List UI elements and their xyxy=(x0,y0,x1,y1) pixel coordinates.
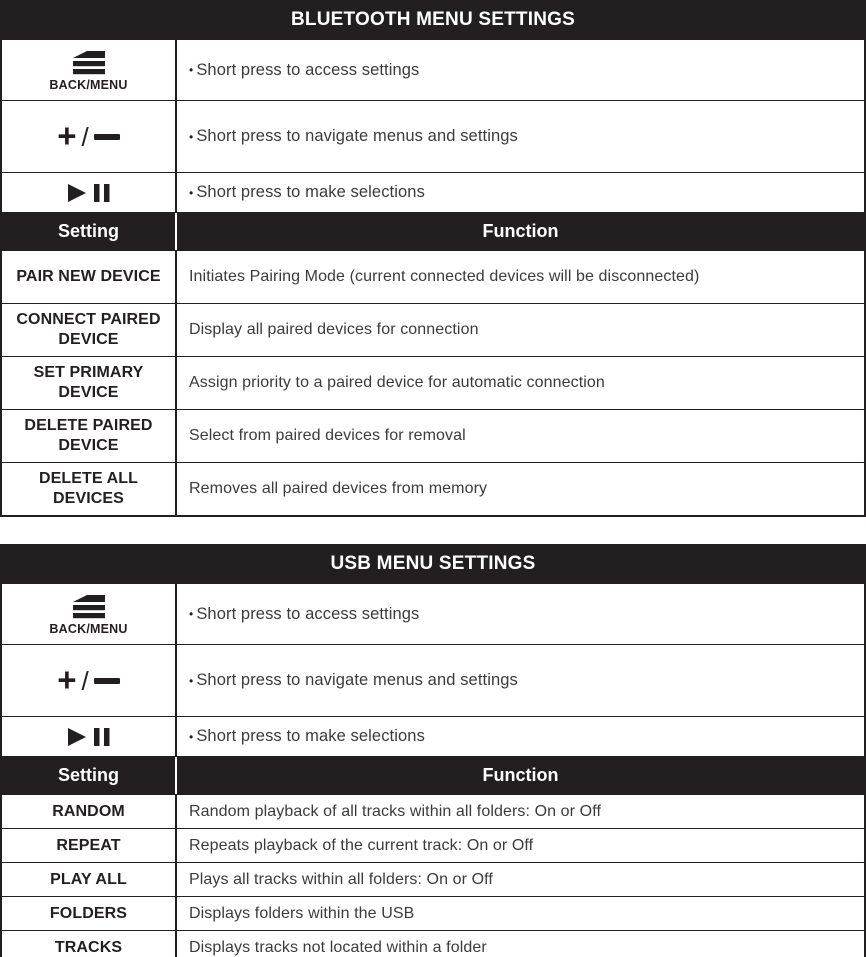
bluetooth-column-header xyxy=(2,212,864,250)
button-icon-cell xyxy=(2,584,177,644)
button-description-cell xyxy=(177,717,864,756)
setting-function-cell xyxy=(177,931,864,957)
setting-function-cell xyxy=(177,251,864,303)
function-text: Removes all paired devices from memory xyxy=(189,480,488,497)
setting-label: TRACKS xyxy=(54,938,123,956)
function-text: Display all paired devices for connection xyxy=(189,321,479,338)
play-pause-icon xyxy=(62,182,116,204)
button-icon-cell xyxy=(2,40,177,100)
function-text: Random playback of all tracks within all folders: On or Off xyxy=(189,802,602,820)
plus-icon: + xyxy=(57,117,77,154)
bullet-dot-icon: • xyxy=(189,185,194,200)
function-text: Displays folders within the USB xyxy=(189,904,415,922)
function-text: Assign priority to a paired device for automatic connection xyxy=(189,374,605,391)
setting-name-cell xyxy=(2,829,177,862)
table-row xyxy=(2,356,864,409)
button-description-cell xyxy=(177,101,864,172)
setting-function-cell xyxy=(177,863,864,896)
setting-function-cell xyxy=(177,463,864,515)
setting-label: CONNECT PAIRED DEVICE xyxy=(16,311,161,348)
button-icon-cell xyxy=(2,173,177,212)
function-text: Displays tracks not located within a folder xyxy=(189,938,487,956)
table-row xyxy=(2,409,864,462)
bullet-line xyxy=(189,671,518,690)
setting-function-cell xyxy=(177,897,864,930)
button-description-cell xyxy=(177,645,864,716)
bullet-label: Short press to make selections xyxy=(196,727,425,745)
setting-function-cell xyxy=(177,410,864,462)
slash-separator: / xyxy=(81,121,89,152)
setting-label: PLAY ALL xyxy=(50,870,127,888)
column-header-function: Function xyxy=(482,221,559,241)
bullet-line xyxy=(189,727,425,746)
usb-table-title: USB MENU SETTINGS xyxy=(2,544,864,584)
plus-minus-icon xyxy=(57,117,120,154)
setting-function-cell xyxy=(177,357,864,409)
plus-icon: + xyxy=(57,661,77,698)
setting-name-cell xyxy=(2,463,177,515)
setting-label: SET PRIMARY DEVICE xyxy=(33,364,144,401)
setting-function-cell xyxy=(177,304,864,356)
table-row xyxy=(2,584,864,644)
setting-name-cell xyxy=(2,251,177,303)
bullet-dot-icon: • xyxy=(189,607,194,622)
column-header-function: Function xyxy=(482,765,559,785)
table-row xyxy=(2,896,864,930)
setting-name-cell xyxy=(2,863,177,896)
setting-name-cell xyxy=(2,410,177,462)
button-icon-cell xyxy=(2,645,177,716)
table-row xyxy=(2,40,864,100)
table-row xyxy=(2,716,864,756)
button-description-cell xyxy=(177,173,864,212)
setting-function-cell xyxy=(177,829,864,862)
setting-name-cell xyxy=(2,357,177,409)
table-row xyxy=(2,303,864,356)
button-icon-cell xyxy=(2,101,177,172)
back-menu-icon xyxy=(49,49,127,92)
bullet-dot-icon: • xyxy=(189,729,194,744)
plus-minus-icon xyxy=(57,661,120,698)
bullet-label: Short press to access settings xyxy=(196,604,420,623)
back-menu-icon-label: BACK/MENU xyxy=(49,77,128,92)
bullet-line xyxy=(189,127,518,146)
usb-settings-table xyxy=(0,544,866,957)
bullet-dot-icon: • xyxy=(189,63,194,78)
table-row xyxy=(2,644,864,716)
bullet-label: Short press to navigate menus and settings xyxy=(196,127,518,145)
usb-column-header xyxy=(2,756,864,794)
setting-label: PAIR NEW DEVICE xyxy=(16,268,161,286)
back-menu-icon-label: BACK/MENU xyxy=(49,621,128,636)
bullet-line xyxy=(189,61,419,80)
play-pause-icon xyxy=(62,726,116,748)
table-row xyxy=(2,828,864,862)
setting-function-cell xyxy=(177,795,864,828)
function-text: Initiates Pairing Mode (current connected devices will be disconnected) xyxy=(189,268,700,285)
table-row xyxy=(2,172,864,212)
bullet-label: Short press to access settings xyxy=(196,60,420,79)
bullet-label: Short press to navigate menus and settings xyxy=(196,671,518,689)
table-spacer xyxy=(0,517,866,544)
setting-label: DELETE PAIRED DEVICE xyxy=(24,417,153,454)
function-text: Plays all tracks within all folders: On or Off xyxy=(189,870,493,888)
bluetooth-table-title: BLUETOOTH MENU SETTINGS xyxy=(2,0,864,40)
setting-label: DELETE ALL DEVICES xyxy=(38,470,139,507)
setting-label: REPEAT xyxy=(56,836,121,854)
column-header-setting: Setting xyxy=(2,213,177,250)
setting-label: RANDOM xyxy=(52,802,125,820)
setting-name-cell xyxy=(2,897,177,930)
table-row xyxy=(2,794,864,828)
bullet-dot-icon: • xyxy=(189,129,194,144)
setting-label: FOLDERS xyxy=(49,904,128,922)
setting-name-cell xyxy=(2,304,177,356)
column-header-setting: Setting xyxy=(2,757,177,794)
bullet-label: Short press to make selections xyxy=(196,183,425,201)
table-row xyxy=(2,862,864,896)
button-icon-cell xyxy=(2,717,177,756)
setting-name-cell xyxy=(2,931,177,957)
table-row xyxy=(2,100,864,172)
table-row xyxy=(2,930,864,957)
function-text: Repeats playback of the current track: On or Off xyxy=(189,836,534,854)
table-row xyxy=(2,250,864,303)
bullet-dot-icon: • xyxy=(189,673,194,688)
function-text: Select from paired devices for removal xyxy=(189,427,466,444)
button-description-cell xyxy=(177,40,864,100)
table-row xyxy=(2,462,864,515)
button-description-cell xyxy=(177,584,864,644)
back-menu-icon xyxy=(49,593,127,636)
bullet-line xyxy=(189,605,419,624)
slash-separator: / xyxy=(81,665,89,696)
setting-name-cell xyxy=(2,795,177,828)
bullet-line xyxy=(189,183,425,202)
minus-icon xyxy=(94,678,120,684)
minus-icon xyxy=(94,134,120,140)
